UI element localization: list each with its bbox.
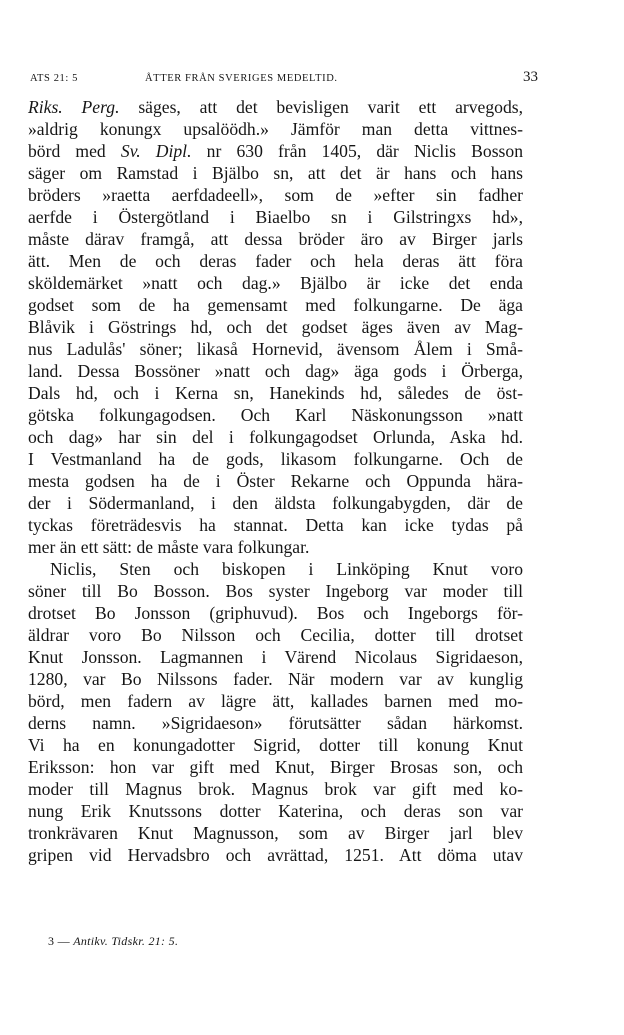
italic-reference: Sv. Dipl. [120,141,192,161]
text-segment: måste därav framgå, att dessa bröder äro av Birger jarls [28,229,523,249]
text-line [28,118,523,140]
text-segment: tronkrävaren Knut Magnusson, som av Birger jarl blev [28,823,523,843]
running-header [30,69,538,87]
page-number: 33 [523,69,538,85]
text-segment: säger om Ramstad i Bjälbo sn, att det är hans och hans [28,163,523,183]
text-segment: gripen vid Hervadsbro och avrättad, 1251. Att döma utav [28,845,523,865]
text-line [28,426,523,448]
text-line [28,294,523,316]
text-segment: säges, att det bevisligen varit ett arvegods, [119,97,523,117]
footer-signature: 3 — [48,934,74,948]
text-segment: Vi ha en konungadotter Sigrid, dotter till konung Knut [28,735,523,755]
text-line [28,492,523,514]
text-line [28,360,523,382]
text-line [28,140,523,162]
text-line [28,558,523,580]
text-line [28,316,523,338]
text-line [28,404,523,426]
text-segment: nung Erik Knutssons dotter Katerina, och deras son var [28,801,523,821]
text-segment: mer än ett sätt: de måste vara folkungar. [28,537,310,557]
text-line [28,580,523,602]
text-line [28,536,523,558]
text-line [28,800,523,822]
text-segment: nr 630 från 1405, där Niclis Bosson [191,141,523,161]
text-segment: drotset Bo Jonsson (griphuvud). Bos och Ingeborgs för- [28,603,523,623]
text-segment: bröders »raetta aerfdadeell», som de »efter sin fadher [28,185,523,205]
text-line [28,756,523,778]
text-line [28,712,523,734]
text-segment: mesta godsen ha de i Öster Rekarne och Oppunda hära- [28,471,523,491]
text-segment: Dals hd, och i Kerna sn, Hanekinds hd, således de öst- [28,383,523,403]
text-segment: götska folkungagodsen. Och Karl Näskonungsson »natt [28,405,523,425]
text-segment: aerfde i Östergötland i Biaelbo sn i Gilstringxs hd», [28,207,523,227]
text-segment: börd med [28,141,121,161]
footer-journal: Antikv. Tidskr. 21: 5. [73,934,179,948]
text-line [28,382,523,404]
text-line [28,844,523,866]
text-line [28,514,523,536]
text-line [28,822,523,844]
text-segment: Blåvik i Göstrings hd, och det godset äges även av Mag- [28,317,523,337]
body-text [28,96,523,866]
text-line [28,690,523,712]
text-line [28,668,523,690]
text-line [28,624,523,646]
text-segment: söner till Bo Bosson. Bos syster Ingeborg var moder till [28,581,523,601]
header-title: ÅTTER FRÅN SVERIGES MEDELTID. [145,73,338,84]
text-line [28,162,523,184]
text-line [28,602,523,624]
text-segment: och dag» har sin del i folkungagodset Orlunda, Aska hd. [28,427,523,447]
text-line [28,272,523,294]
text-line [28,734,523,756]
text-segment: ätt. Men de och deras fader och hela deras ätt föra [28,251,523,271]
text-line [28,228,523,250]
text-line [28,96,523,118]
italic-reference: Riks. Perg. [28,97,120,117]
text-line [28,470,523,492]
text-line [28,448,523,470]
text-segment: »aldrig konungx upsalöödh.» Jämför man detta vittnes- [28,119,523,139]
text-segment: Knut Jonsson. Lagmannen i Värend Nicolaus Sigridaeson, [28,647,523,667]
text-segment: 1280, var Bo Nilssons fader. När modern var av kunglig [28,669,523,689]
text-line [28,250,523,272]
text-segment: I Vestmanland ha de gods, likasom folkungarne. Och de [28,449,523,469]
text-segment: tyckas företrädesvis ha stannat. Detta kan icke tydas på [28,515,523,535]
text-segment: sköldemärket »natt och dag.» Bjälbo är icke det enda [28,273,523,293]
text-line [28,184,523,206]
text-segment: godset som de ha gemensamt med folkungarne. De äga [28,295,523,315]
text-segment: moder till Magnus brok. Magnus brok var gift med ko- [28,779,523,799]
text-line [28,206,523,228]
text-segment: land. Dessa Bossöner »natt och dag» äga gods i Örberga, [28,361,523,381]
header-journal-ref: ATS 21: 5 [30,73,78,84]
text-line [28,646,523,668]
page-footer [48,934,178,949]
text-segment: derns namn. »Sigridaeson» förutsätter sådan härkomst. [28,713,523,733]
text-segment: äldrar voro Bo Nilsson och Cecilia, dotter till drotset [28,625,523,645]
text-line [28,778,523,800]
text-segment: Eriksson: hon var gift med Knut, Birger Brosas son, och [28,757,523,777]
text-segment: Niclis, Sten och biskopen i Linköping Knut voro [50,559,523,579]
text-line [28,338,523,360]
text-segment: börd, men fadern av lägre ätt, kallades barnen med mo- [28,691,523,711]
text-segment: der i Södermanland, i den äldsta folkungabygden, där de [28,493,523,513]
text-segment: nus Ladulås' söner; likaså Hornevid, ävensom Ålem i Små- [28,339,523,359]
